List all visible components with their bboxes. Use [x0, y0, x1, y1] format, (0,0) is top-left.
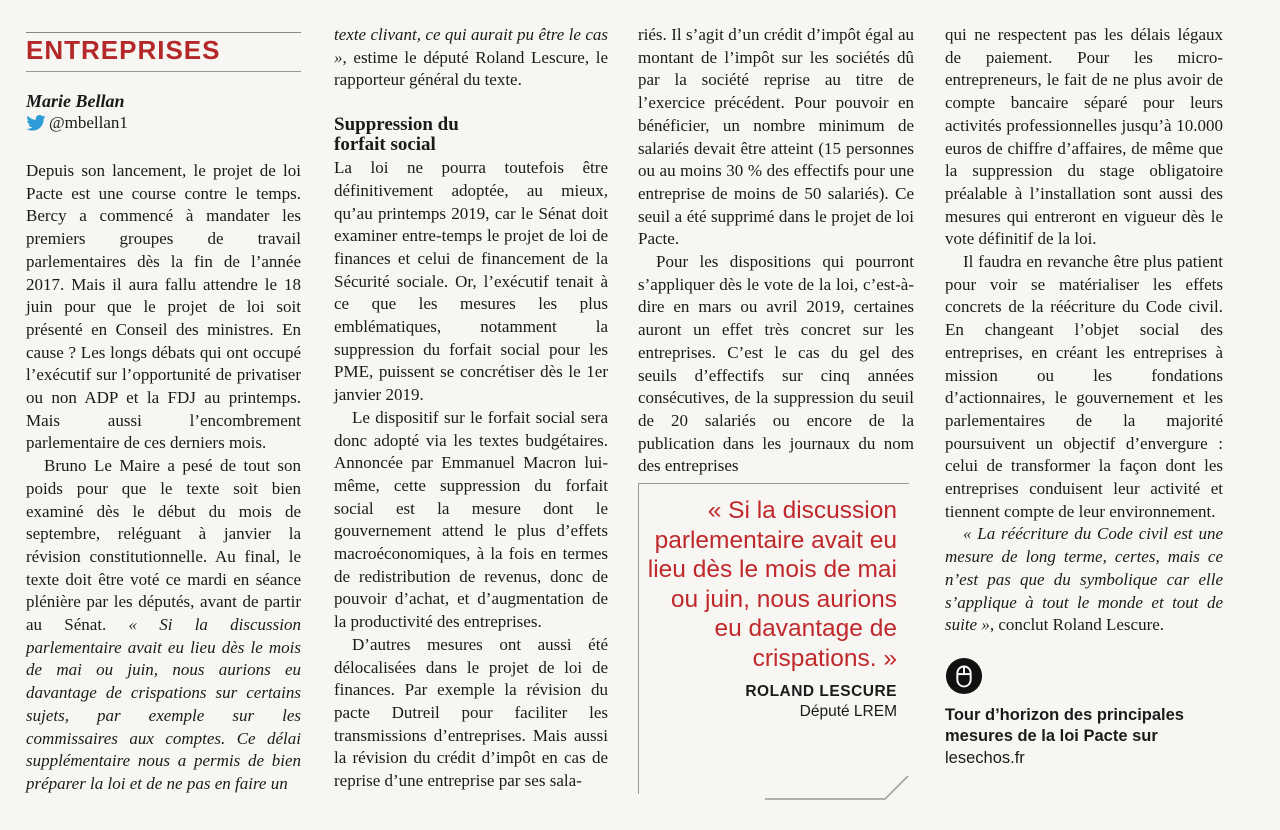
quote-inline: texte clivant, ce qui aurait pu être le cas »	[334, 25, 608, 67]
paragraph-text: , conclut Roland Lescure.	[989, 615, 1165, 635]
paragraph	[334, 24, 608, 92]
web-teaser-bold: Tour d’horizon des principales mesures de la loi Pacte sur	[945, 705, 1184, 746]
pull-quote-author: ROLAND LESCURE	[745, 683, 897, 700]
paragraph: Depuis son lancement, le projet de loi Pacte est une course contre le temps. Bercy a commencé à mandater les premiers groupes de travail parlementaires dès la fin de l’année 2017. Mais il aura fallu attendre le 18 juin pour que le projet de loi soit présenté en Conseil des ministres. En cause ? Les longs débats qui ont occupé l’exécutif sur l’opportunité de privatiser ou non ADP et la FDJ au printemps. Mais aussi l’encombrement parlementaire de ces derniers mois.	[26, 161, 301, 453]
paragraph-text: Bruno Le Maire a pesé de tout son poids pour que le texte soit bien examiné dès le début du mois de septembre, reléguant à janvier la révision constitutionnelle. Au final, le texte doit être voté ce mardi en séance plénière par les députés, avant de partir au Sénat.	[26, 456, 301, 635]
twitter-bird-icon	[26, 115, 46, 131]
quote-corner-line	[765, 770, 910, 800]
paragraph: La loi ne pourra toutefois être définitivement adoptée, au mieux, qu’au printemps 2019, car le Sénat doit examiner entre-temps le projet de loi de finances et celui de financement de la Sécurité sociale. Or, l’exécutif tenait à ce que les mesures les plus emblématiques, notamment la suppression du forfait social pour les PME, puissent se concrétiser dès le 1er janvier 2019.	[334, 158, 608, 405]
rubric-rule	[26, 71, 301, 72]
paragraph: qui ne respectent pas les délais légaux de paiement. Pour les micro-entrepreneurs, le fait de ne plus avoir de compte bancaire séparé pour leurs activités professionnelles jusqu’à 10.000 euros de chiffre d’affaires, de même que la suppression du stage obligatoire préalable à l’installation sont aussi des mesures qui entreront en vigueur dès le vote définitif de la loi.	[945, 25, 1223, 249]
column-1	[26, 24, 301, 830]
paragraph-text: , estime le député Roland Lescure, le rapporteur général du texte.	[334, 47, 608, 90]
web-teaser[interactable]	[945, 657, 1223, 770]
twitter-handle-text: @mbellan1	[49, 113, 128, 132]
column-4	[945, 24, 1223, 830]
pull-quote-text: « Si la discussion parlementaire avait eu lieu dès le mois de mai ou juin, nous aurions eu davantage de crispations. »	[647, 497, 897, 672]
web-teaser-text	[945, 705, 1223, 770]
section-rubric: ENTREPRISES	[26, 35, 221, 65]
pull-quote-role: Député LREM	[799, 703, 897, 720]
column-2	[334, 24, 608, 830]
quote-inline: « La réécriture du Code civil est une mesure de long terme, certes, mais ce n’est pas que du symbolique car elle s’applique à tout le monde et tout de suite »	[945, 524, 1223, 635]
author-name: Marie Bellan	[26, 91, 125, 111]
subheading: Suppression du forfait social	[334, 114, 459, 156]
pull-quote-box	[638, 483, 909, 794]
top-rule	[26, 32, 301, 33]
twitter-handle[interactable]	[26, 112, 301, 134]
paragraph: Le dispositif sur le forfait social sera donc adopté via les textes budgétaires. Annoncée par Emmanuel Macron lui-même, cette suppression du forfait social est la mesure dont le gouvernement attend le plus d’effets macroéconomiques, à la fois en termes de redistribution de revenus, donc de pouvoir d’achat, et d’augmentation de la productivité des entreprises.	[334, 407, 608, 632]
paragraph	[26, 455, 301, 796]
quote-inline: « Si la discussion parlementaire avait eu lieu dès le mois de mai ou juin, nous aurions eu davantage de crispations sur certains sujets, par exemple sur les commissaires aux comptes. Ce délai supplémentaire nous a permis de bien préparer la loi et de ne pas en faire un	[26, 615, 301, 793]
paragraph: riés. Il s’agit d’un crédit d’impôt égal au montant de l’impôt sur les sociétés dû par la société reprise au titre de l’exercice précédent. Pour pouvoir en bénéficier, un nombre minimum de salariés devait être atteint (15 personnes ou au moins 30 % des effectifs pour une entreprise de moins de 50 salariés). Ce seuil a été supprimé dans le projet de loi Pacte.	[638, 25, 914, 249]
paragraph	[945, 523, 1223, 637]
paragraph: D’autres mesures ont aussi été délocalisées dans le projet de loi de finances. Par exemple la révision du pacte Dutreil pour faciliter les transmissions d’entreprises. Mais aussi la révision du crédit d’impôt en cas de reprise d’une entreprise par ses sala-	[334, 634, 608, 791]
column-3	[638, 24, 914, 476]
web-teaser-site[interactable]: lesechos.fr	[945, 748, 1025, 767]
paragraph: Pour les dispositions qui pourront s’appliquer dès le vote de la loi, c’est-à-dire en mars ou avril 2019, certaines auront un effet très concret sur les entreprises. C’est le cas du gel des seuils d’effectifs sur cinq années consécutives, de la suppression du seuil de 20 salariés ou encore de la publication dans les journaux du nom des entreprises	[638, 252, 914, 476]
mouse-icon	[945, 657, 983, 695]
paragraph: Il faudra en revanche être plus patient pour voir se matérialiser les effets concrets de la réécriture du Code civil. En changeant l’objet social des entreprises, en créant les entreprises à mission ou les fondations d’actionnaires, le gouvernement et les parlementaires de la majorité poursuivent un objectif d’envergure : celui de transformer la façon dont les entreprises conduisent leur activité et tiennent compte de leur environnement.	[945, 252, 1223, 521]
